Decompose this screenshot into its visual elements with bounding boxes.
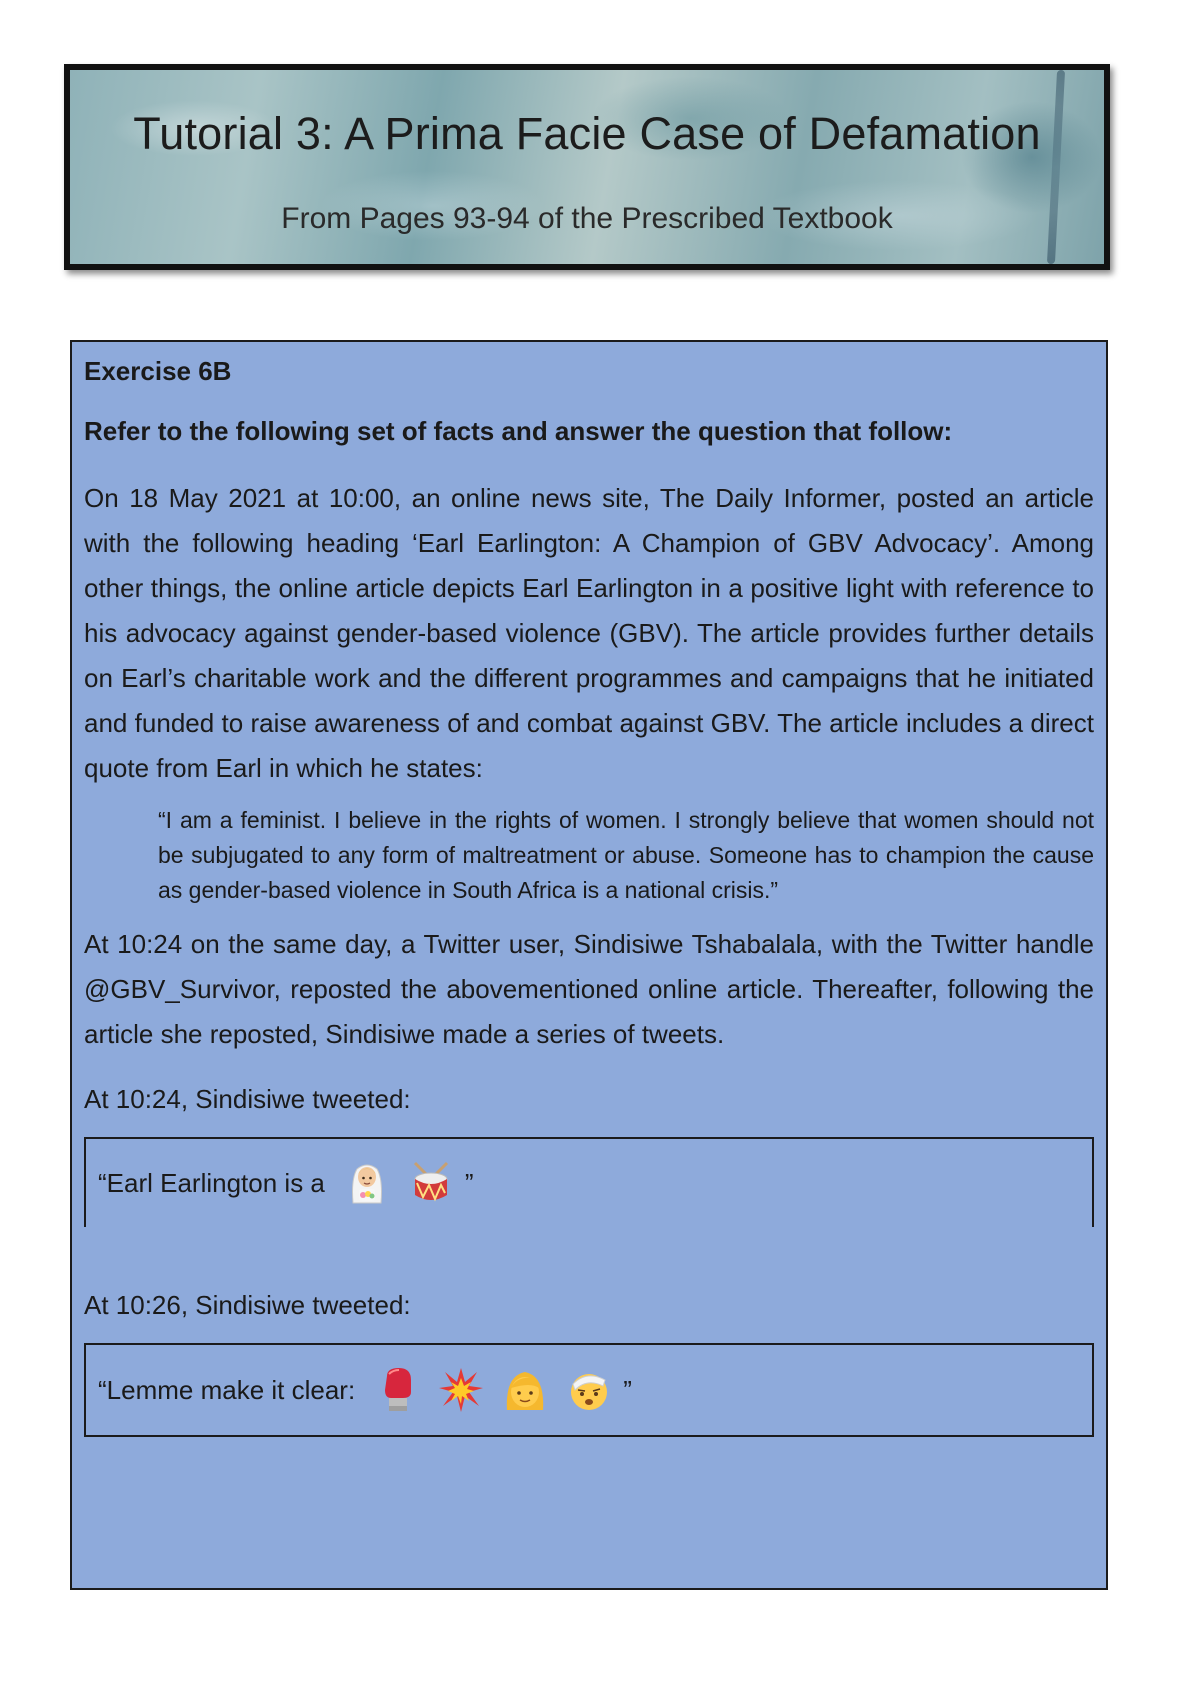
- exercise-box: [70, 340, 1108, 1590]
- banner-title: Tutorial 3: A Prima Facie Case of Defamation: [133, 108, 1041, 159]
- collision-icon: [439, 1366, 483, 1414]
- tweet-1-close-quote: ”: [464, 1167, 474, 1198]
- facts-paragraph-1: On 18 May 2021 at 10:00, an online news site, The Daily Informer, posted an article with the following heading ‘Earl Earlington: A Champion of GBV Advocacy’. Among other things, the online article depicts Earl Earlington in a positive light with reference to his advocacy against gender-based violence (GBV). The article provides further details on Earl’s charitable work and the different programmes and campaigns that he initiated and funded to raise awareness of and combat against GBV. The article includes a direct quote from Earl in which he states:: [84, 483, 1094, 783]
- tweet-1-box: [84, 1137, 1094, 1227]
- banner-subtitle: From Pages 93-94 of the Prescribed Textbook: [281, 202, 893, 235]
- exercise-instruction: Refer to the following set of facts and answer the question that follow:: [84, 416, 953, 446]
- tweet-2-close-quote: ”: [623, 1374, 632, 1405]
- drum-icon: [409, 1159, 453, 1207]
- bandaged-face-icon: [567, 1366, 611, 1414]
- tweet-1-label: At 10:24, Sindisiwe tweeted:: [84, 1084, 411, 1114]
- facts-paragraph-2: At 10:24 on the same day, a Twitter user, Sindisiwe Tshabalala, with the Twitter handle @GBV_Survivor, reposted the abovementioned online article. Thereafter, following the article she reposted, Sindisiwe made a series of tweets.: [84, 929, 1094, 1049]
- tweet-1-text: “Earl Earlington is a: [98, 1167, 325, 1198]
- title-banner: [64, 64, 1110, 270]
- tweet-2-text: “Lemme make it clear:: [98, 1374, 356, 1405]
- woman-face-icon: [503, 1366, 547, 1414]
- earl-quote: “I am a feminist. I believe in the rights of women. I strongly believe that women should not be subjugated to any form of maltreatment or abuse. Someone has to champion the cause as gender-based violence in South Africa is a national crisis.”: [158, 807, 1094, 903]
- boxing-glove-icon: [375, 1366, 419, 1414]
- tweet-2-box: [84, 1343, 1094, 1437]
- exercise-title: Exercise 6B: [84, 356, 232, 386]
- tweet-2-label: At 10:26, Sindisiwe tweeted:: [84, 1290, 411, 1320]
- bride-with-veil-icon: [345, 1159, 389, 1207]
